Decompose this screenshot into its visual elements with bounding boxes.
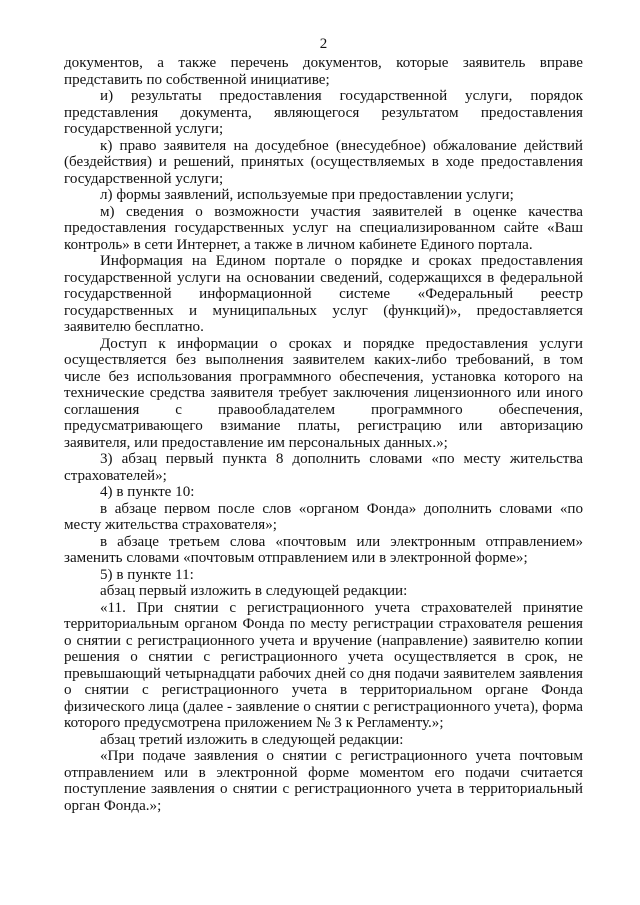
paragraph: 4) в пункте 10: [100, 484, 195, 500]
paragraph: 5) в пункте 11: [100, 566, 194, 583]
paragraph: абзац первый изложить в следующей редакции: [100, 583, 408, 599]
paragraph: «11. При снятии с регистрационного учета страхователей принятие территориальным органом Фонда по месту регистрации страхователя решения о снятии с регистрационного учета и вручение (направление) заявителю копии решения о снятии с регистрационного учета осуществляется в срок, не превышающий четырнадцати рабочих дней со дня подачи заявителем заявления о снятии с регистрационного учета в территориальном органе Фонда физического лица (далее - заявление о снятии с регистрационного учета), форма которого предусмотрена приложением № 3 к Регламенту.»; [64, 599, 583, 731]
paragraph: 3) абзац первый пункта 8 дополнить словами «по месту жительства страхователей»; [64, 451, 583, 484]
paragraph: абзац третий изложить в следующей редакции: [100, 731, 404, 748]
paragraph: к) право заявителя на досудебное (внесудебное) обжалование действий (бездействия) и решений, принятых (осуществляемых в ходе предоставления государственной услуги; [64, 137, 583, 187]
paragraph: м) сведения о возможности участия заявителей в оценке качества предоставления государственных услуг на специализированном сайте «Ваш контроль» в сети Интернет, а также в личном кабинете Единого портала. [64, 203, 583, 253]
paragraph: Доступ к информации о сроках и порядке предоставления услуги осуществляется без выполнения заявителем каких-либо требований, в том числе без использования программного обеспечения, установка которого на технические средства заявителя требует заключения лицензионного или иного соглашения с правообладателем программного обеспечения, предусматривающего взимание платы, регистрацию или авторизацию заявителя, или предоставление им персональных данных.»; [64, 335, 583, 451]
page-number: 2 [319, 36, 328, 52]
paragraph: в абзаце первом после слов «органом Фонда» дополнить словами «по месту жительства страхователя»; [64, 500, 583, 533]
paragraph: и) результаты предоставления государственной услуги, порядок представления документа, являющегося результатом предоставления государственной услуги; [64, 88, 583, 137]
paragraph: документов, а также перечень документов, которые заявитель вправе представить по собственной инициативе; [64, 55, 583, 88]
paragraph: л) формы заявлений, используемые при предоставлении услуги; [100, 187, 514, 203]
document-body [64, 55, 583, 814]
paragraph: Информация на Едином портале о порядке и сроках предоставления государственной услуги на основании сведений, содержащихся в федеральной государственной информационной системе «Федеральный реестр государственных и муниципальных услуг (функций)», предоставляется заявителю бесплатно. [64, 253, 583, 335]
paragraph: в абзаце третьем слова «почтовым или электронным отправлением» заменить словами «почтовым отправлением или в электронной форме»; [64, 533, 583, 566]
paragraph: «При подаче заявления о снятии с регистрационного учета почтовым отправлением или в электронной форме моментом его подачи считается поступление заявления о снятии с регистрационного учета в территориальный орган Фонда.»; [64, 748, 583, 814]
